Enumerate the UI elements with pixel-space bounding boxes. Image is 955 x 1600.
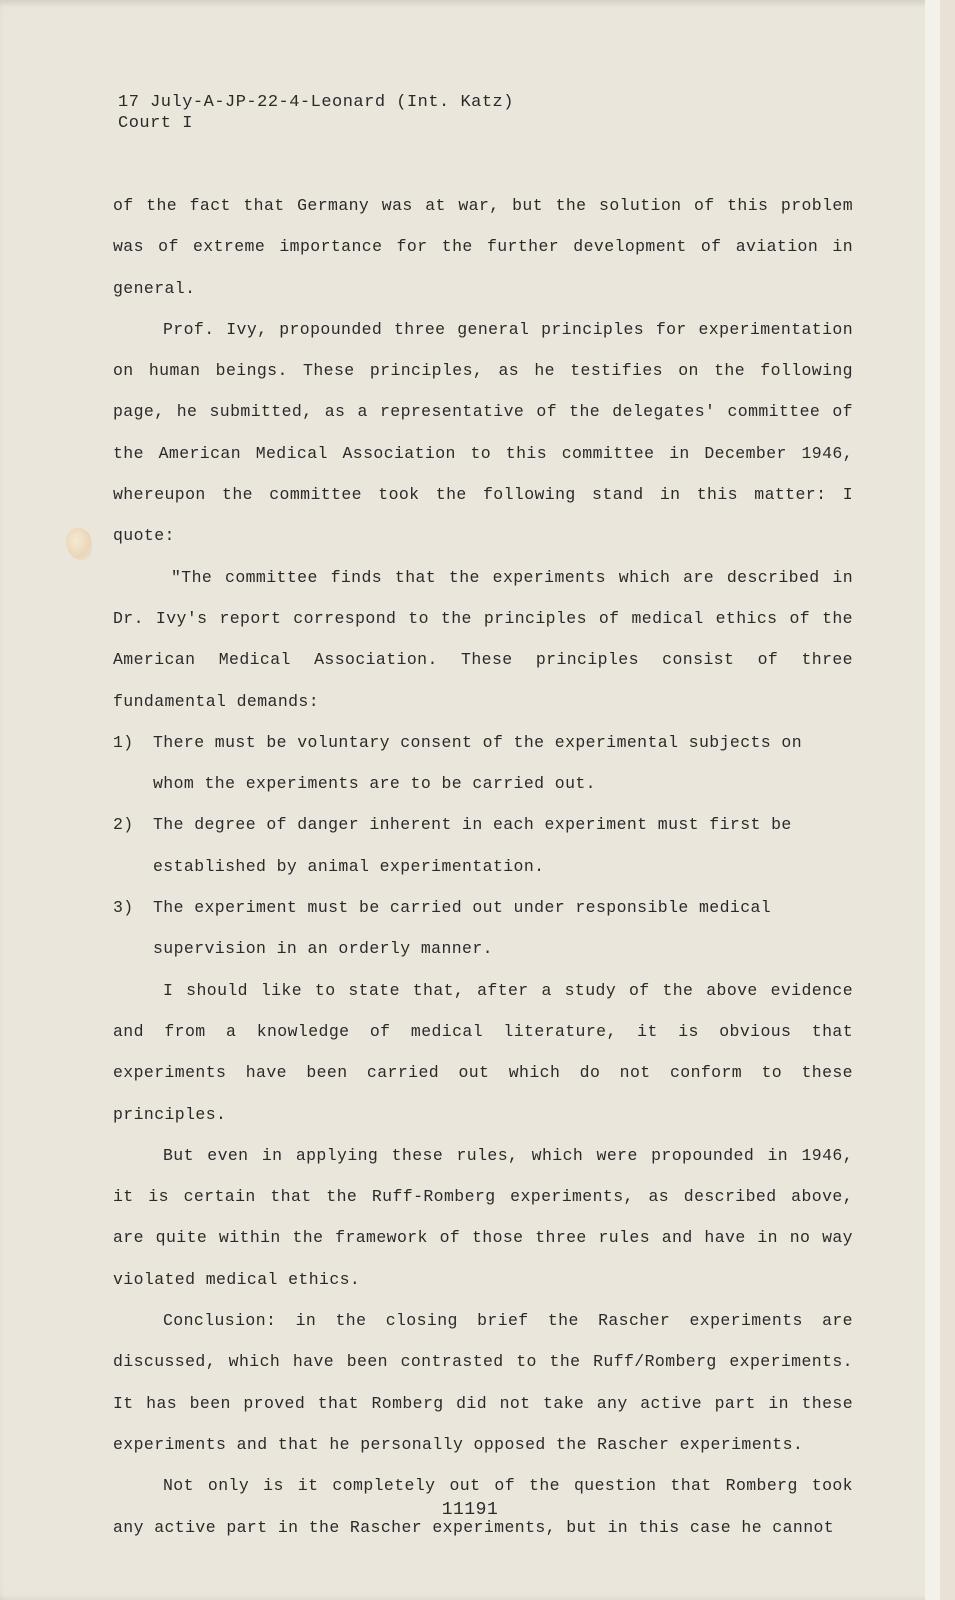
- page-number: 11191: [441, 1500, 499, 1520]
- paragraph-6: Conclusion: in the closing brief the Rascher experiments are discussed, which have been contrasted to the Ruff/Romberg experiments. It has been proved that Romberg did not take any active part in these experiments and that he personally opposed the Rascher experiments.: [113, 1311, 853, 1454]
- paragraph-4: I should like to state that, after a study of the above evidence and from a knowledge of medical literature, it is obvious that experiments have been carried out which do not conform to these principles.: [113, 980, 853, 1124]
- header-court: Court I: [118, 114, 193, 133]
- document-body: [113, 185, 853, 1548]
- list-item: [113, 804, 853, 887]
- list-item-text: The experiment must be carried out under responsible medical supervision in an orderly manner.: [153, 898, 772, 959]
- paper-stain: [66, 528, 92, 560]
- list-item-text: The degree of danger inherent in each experiment must first be established by animal experimentation.: [153, 815, 792, 876]
- paragraph-1: of the fact that Germany was at war, but the solution of this problem was of extreme importance for the further development of aviation in general.: [113, 196, 853, 298]
- paragraph-7: Not only is it completely out of the question that Romberg took any active part in the Rascher experiments, but in this case he cannot: [113, 1476, 853, 1537]
- list-item: [113, 887, 853, 970]
- list-item-number: 1): [113, 732, 134, 752]
- page-edge: [925, 0, 940, 1600]
- header-reference: 17 July-A-JP-22-4-Leonard (Int. Katz): [118, 93, 514, 112]
- list-item-number: 3): [113, 898, 134, 918]
- document-header: [118, 92, 514, 134]
- list-item: [113, 722, 853, 805]
- paragraph-3: "The committee finds that the experiments which are described in Dr. Ivy's report correspond to the principles of medical ethics of the American Medical Association. These principles consist of three fundamental demands:: [113, 567, 853, 711]
- paragraph-5: But even in applying these rules, which were propounded in 1946, it is certain that the Ruff-Romberg experiments, as described above, are quite within the framework of those three rules and have in no way violated medical ethics.: [113, 1145, 853, 1289]
- list-item-number: 2): [113, 815, 134, 835]
- list-item-text: There must be voluntary consent of the experimental subjects on whom the experiments are to be carried out.: [153, 732, 803, 794]
- paragraph-2: Prof. Ivy, propounded three general principles for experimentation on human beings. These principles, as he testifies on the following page, he submitted, as a representative of the delegates' committee of the American Medical Association to this committee in December 1946, whereupon the committee took the following stand in this matter: I quote:: [113, 319, 853, 546]
